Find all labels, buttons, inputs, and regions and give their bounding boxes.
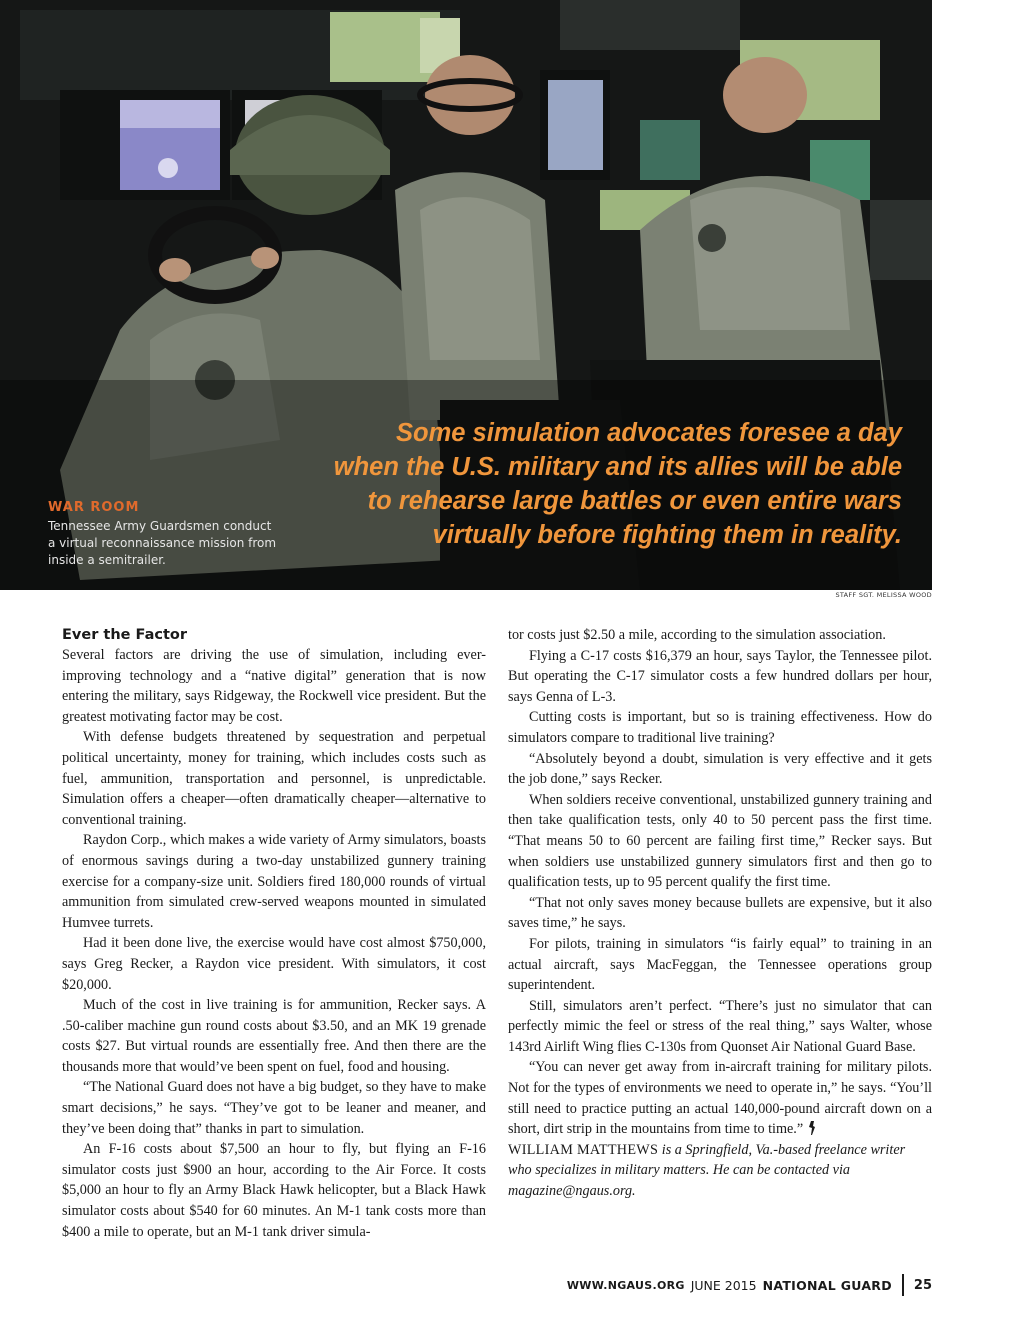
footer-magazine-name: NATIONAL GUARD [762,1277,892,1293]
footer-website: WWW.NGAUS.ORG [566,1278,685,1292]
author-bio-text: is a Springfield, Va.-based freelance writer who specializes in military matters. He can be contacted via magazine@ngaus.org. [508,1141,906,1200]
paragraph: Flying a C-17 costs $16,379 an hour, says Taylor, the Tennessee pilot. But operating the C-17 simulator costs a few hundred dollars per hour, says Genna of L-3. [508,647,932,705]
paragraph: Several factors are driving the use of simulation, including ever-improving technology and a “native digital” generation that is now entering the military, says Ridgeway, the Rockwell vice president. But the greatest motivating factor may be cost. [62,647,486,725]
section-heading: Ever the Factor [62,627,188,643]
end-mark-icon [807,1121,817,1135]
paragraph: tor costs just $2.50 a mile, according to the simulation association. [508,627,886,643]
page-number: 25 [913,1277,932,1293]
page-footer [567,1274,932,1296]
pull-quote-line: when the U.S. military and its allies will be able [333,453,902,481]
paragraph: Much of the cost in live training is for ammunition, Recker says. A .50-caliber machine gun round costs about $3.50, and an MK 19 grenade costs $27. But virtual rounds are essentially free. And then there are the thousands more that would’ve been spent on fuel, food and housing. [62,997,486,1075]
article-column-right [508,625,932,1202]
pull-quote-line: to rehearse large battles or even entire wars [367,487,902,515]
paragraph: “The National Guard does not have a big budget, so they have to make smart decisions,” he says. “They’ve got to be leaner and meaner, and they’ve been doing that” thanks in part to simulation. [62,1079,486,1137]
author-name: WILLIAM MATTHEWS [508,1141,659,1158]
paragraph: Had it been done live, the exercise would have cost almost $750,000, says Greg Recker, a Raydon vice president. With simulators, it cost $20,000. [62,935,486,993]
paragraph: Still, simulators aren’t perfect. “There’s just no simulator that can perfectly mimic the feel or stress of the real thing,” says Walter, whose 143rd Airlift Wing flies C-130s from Quonset Air National Guard Base. [508,997,932,1055]
paragraph: “That not only saves money because bullets are expensive, but it also saves time,” he says. [508,894,932,932]
pull-quote [262,416,902,552]
paragraph: Raydon Corp., which makes a wide variety of Army simulators, boasts of enormous savings during a two-day unstabilized gunnery training exercise for a company-size unit. Soldiers fired 180,000 rounds of virtual ammunition from simulated crew-served weapons mounted in simulated Humvee turrets. [62,832,486,931]
paragraph: “Absolutely beyond a doubt, simulation is very effective and it gets the job done,” says Recker. [508,750,932,788]
paragraph: An F-16 costs about $7,500 an hour to fly, but flying an F-16 simulator costs just $900 an hour, according to the Air Force. It costs $5,000 an hour to fly an Army Black Hawk helicopter, but a Black Hawk simulator costs about $540 for 60 minutes. An M-1 tank costs more than $400 a mile to operate, but an M-1 tank driver simula- [62,1141,486,1240]
paragraph: With defense budgets threatened by sequestration and perpetual political uncertainty, money for training, which includes costs such as fuel, ammunition, transportation and personnel, is unpredictable. Simulation offers a cheaper—often dramatically cheaper—alternative to conventional training. [62,729,486,828]
photo-caption-text: Tennessee Army Guardsmen conduct a virtual reconnaissance mission from inside a semitrailer. [48,519,277,567]
paragraph: For pilots, training in simulators “is fairly equal” to training in an actual aircraft, says MacFeggan, the Tennessee operations group superintendent. [508,935,932,994]
article-column-left [62,625,486,1242]
paragraph-text: “You can never get away from in-aircraft training for military pilots. Not for the types of environments we need to operate in,” he says. “You’ll still need to practice putting an actual 140,000-pound aircraft down on a short, dirt strip in the mountains from time to time.” [508,1059,932,1138]
paragraph: Cutting costs is important, but so is training effectiveness. How do simulators compare to traditional live training? [508,709,932,746]
photo-caption-heading: WAR ROOM [48,500,140,515]
photo-credit: STAFF SGT. MELISSA WOOD [835,591,932,599]
author-bio [508,1140,932,1202]
footer-divider [902,1274,904,1296]
feature-photo [0,0,932,590]
footer-issue-date: JUNE 2015 [690,1277,757,1293]
pull-quote-line: Some simulation advocates foresee a day [396,419,902,447]
pull-quote-line: virtually before fighting them in reality. [432,521,902,549]
paragraph-final [508,1057,932,1139]
paragraph: When soldiers receive conventional, unstabilized gunnery training and then take qualification tests, only 40 to 50 percent pass the first time. “That means 50 to 60 percent are failing first time,” Recker says. But when soldiers use unstabilized gunnery simulators first and then go to qualification tests, up to 95 percent qualify the first time. [508,791,932,891]
